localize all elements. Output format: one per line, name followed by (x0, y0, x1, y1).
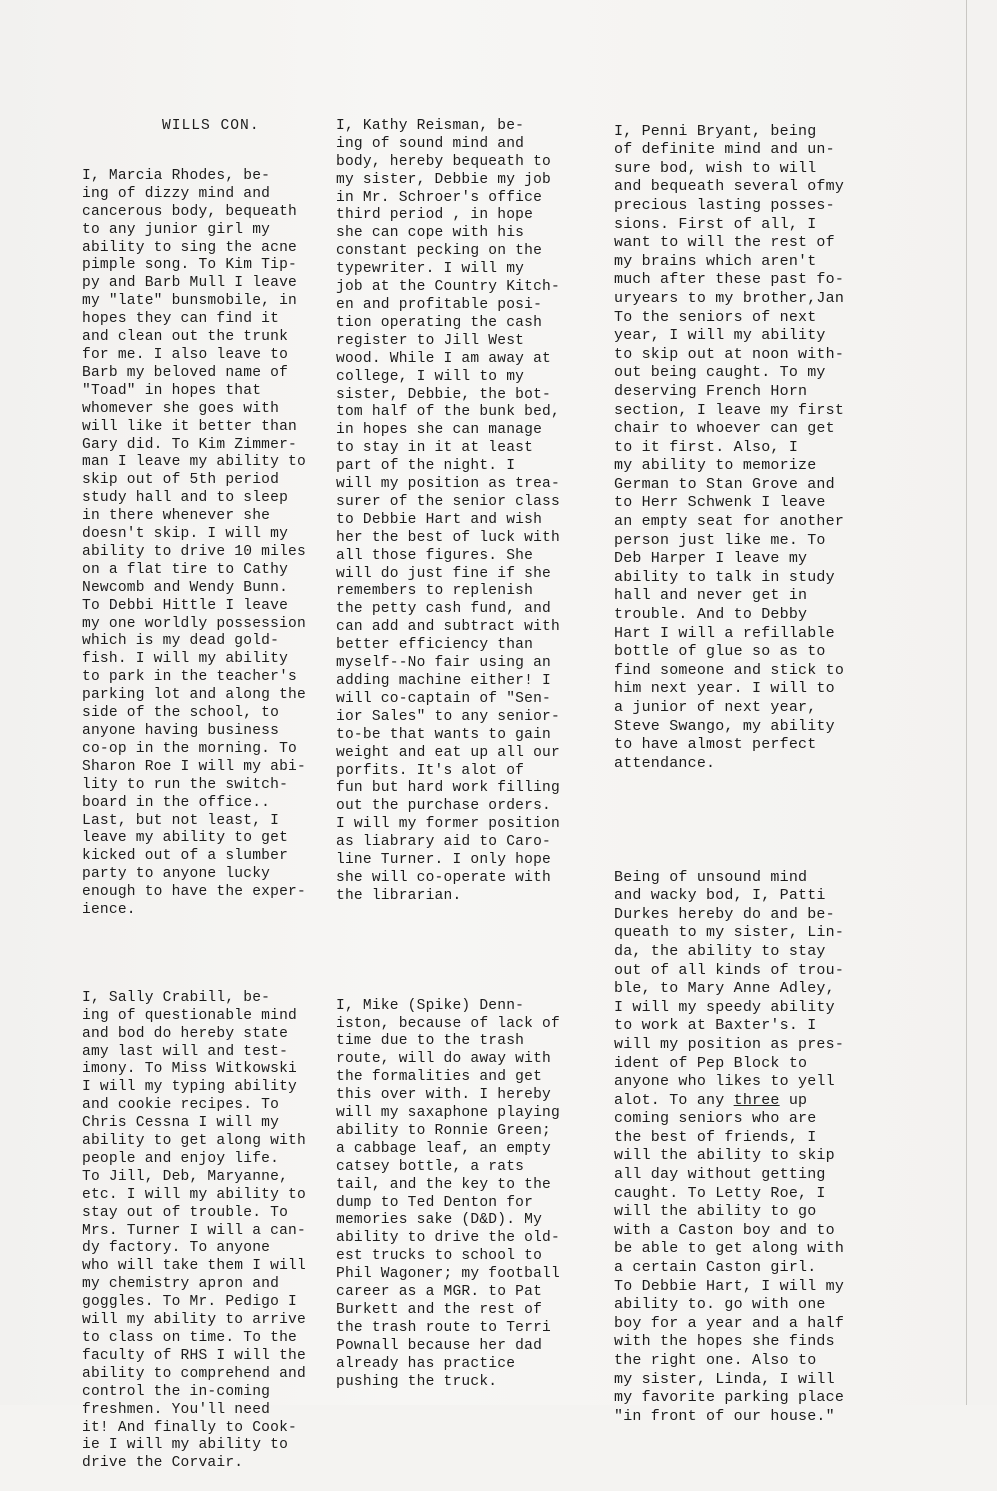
will-patti-durkes-part-b: up coming seniors who are the best of friends, I will the ability to skip all day without getting caught. To Letty Roe, I will the ability to go with a Caston boy and to be able to get along with a certain Caston girl. To Debbie Hart, I will my ability to. go with one boy for a year and a half with the hopes she finds the right one. Also to my sister, Linda, I will my favorite parking place "in front of our house." (614, 1091, 845, 1425)
page-edge-line (966, 0, 967, 1405)
underlined-word: three (733, 1091, 780, 1109)
page-heading: WILLS CON. (162, 118, 260, 134)
will-kathy-reisman: I, Kathy Reisman, be- ing of sound mind and body, hereby bequeath to my sister, Debbie my job in Mr. Schroer's office third period , in hope she can cope with his constant pecking on the typewriter. I will my job at the Country Kitch- en and profitable posi- tion operating the cash register to Jill West wood. While I am away at college, I will to my sister, Debbie, the bot- tom half of the bunk bed, in hopes she can manage to stay in it at least part of the night. I will my position as trea- surer of the senior class to Debbie Hart and wish her the best of luck with all those figures. She will do just fine if she remembers to replenish the petty cash fund, and can add and subtract with better efficiency than myself--No fair using an adding machine either! I will co-captain of "Sen- ior Sales" to any senior- to-be that wants to gain weight and eat up all our porfits. It's alot of fun but hard work filling out the purchase orders. I will my former position as liabrary aid to Caro- line Turner. I only hope she will co-operate with the librarian. (336, 117, 560, 904)
column-middle (336, 100, 578, 1409)
will-marcia-rhodes: I, Marcia Rhodes, be- ing of dizzy mind and cancerous body, bequeath to any junior girl my ability to sing the acne pimple song. To Kim Tip- py and Barb Mull I leave my "late" bunsmobile, in hopes they can find it and clean out the trunk for me. I also leave to Barb my beloved name of "Toad" in hopes that whomever she goes with will like it better than Gary did. To Kim Zimmer- man I leave my ability to skip out of 5th period study hall and to sleep in there whenever she doesn't skip. I will my ability to drive 10 miles on a flat tire to Cathy Newcomb and Wendy Bunn. To Debbi Hittle I leave my one worldly possession which is my dead gold- fish. I will my ability to park in the teacher's parking lot and along the side of the school, to anyone having business co-op in the morning. To Sharon Roe I will my abi- lity to run the switch- board in the office.. Last, but not least, I leave my ability to get kicked out of a slumber party to anyone lucky enough to have the exper- ience. (82, 167, 306, 919)
will-sally-crabill: I, Sally Crabill, be- ing of questionable mind and bod do hereby state amy last will and test- imony. To Miss Witkowski I will my typing ability and cookie recipes. To Chris Cessna I will my ability to get along with people and enjoy life. To Jill, Deb, Maryanne, etc. I will my ability to stay out of trouble. To Mrs. Turner I will a can- dy factory. To anyone who will take them I will my chemistry apron and goggles. To Mr. Pedigo I will my ability to arrive to class on time. To the faculty of RHS I will the ability to comprehend and control the in-coming freshmen. You'll need it! And finally to Cook- ie I will my ability to drive the Corvair. (82, 989, 306, 1472)
column-right (614, 104, 856, 1445)
will-patti-durkes-part-a: Being of unsound mind and wacky bod, I, Patti Durkes hereby do and be- queath to my sister, Lin- da, the ability to stay out of all kinds of trou- ble, to Mary Anne Adley, I will my speedy ability to work at Baxter's. I will my position as pres- ident of Pep Block to anyone who likes to yell alot. To any (614, 868, 845, 1109)
will-mike-denniston: I, Mike (Spike) Denn- iston, because of lack of time due to the trash route, will do away with the formalities and get this over with. I hereby will my saxaphone playing ability to Ronnie Green; a cabbage leaf, an empty catsey bottle, a rats tail, and the key to the dump to Ted Denton for memories sake (D&D). My ability to drive the old- est trucks to school to Phil Wagoner; my football career as a MGR. to Pat Burkett and the rest of the trash route to Terri Pownall because her dad already has practice pushing the truck. (336, 997, 560, 1390)
column-left (82, 150, 328, 1491)
will-penni-bryant: I, Penni Bryant, being of definite mind and un- sure bod, wish to will and bequeath several ofmy precious lasting posses- sions. First of all, I want to will the rest of my brains which aren't much after these past fo- uryears to my brother,Jan To the seniors of next year, I will my ability to skip out at noon with- out being caught. To my deserving French Horn section, I leave my first chair to whoever can get to it first. Also, I my ability to memorize German to Stan Grove and to Herr Schwenk I leave an empty seat for another person just like me. To Deb Harper I leave my ability to talk in study hall and never get in trouble. And to Debby Hart I will a refillable bottle of glue so as to find someone and stick to him next year. I will to a junior of next year, Steve Swango, my ability to have almost perfect attendance. (614, 122, 845, 772)
will-patti-durkes (614, 869, 856, 1427)
